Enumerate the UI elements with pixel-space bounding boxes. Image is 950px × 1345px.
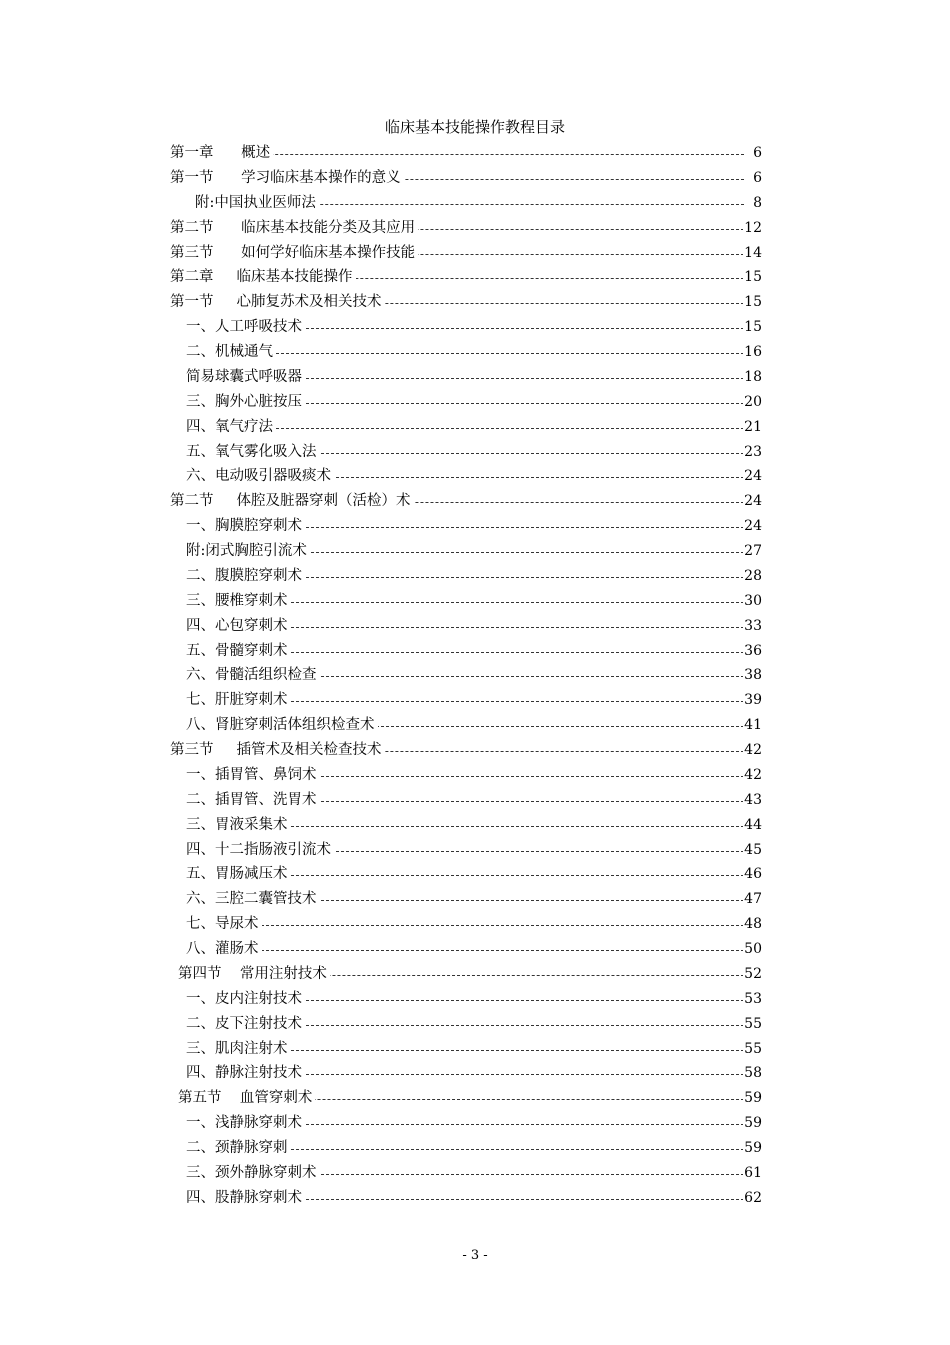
- toc-entry: [0, 365, 950, 390]
- toc-entry: [0, 688, 950, 713]
- toc-entry-page: 15: [744, 294, 762, 311]
- leader-dots: [186, 925, 744, 926]
- toc-entry-page: 42: [744, 742, 762, 758]
- toc-entry-title: 三、颈外静脉穿刺术: [186, 1163, 320, 1183]
- toc-entry-page: 45: [744, 841, 762, 858]
- toc-entry-title: 七、肝脏穿刺术: [186, 690, 291, 710]
- toc-entry-page: 28: [744, 567, 762, 584]
- toc-entry: [0, 440, 950, 465]
- toc-entry-page: 41: [744, 717, 762, 734]
- table-of-contents: [0, 141, 950, 1211]
- toc-entry: [0, 1086, 950, 1111]
- toc-entry-title: 第三节 如何学好临床基本操作技能: [170, 243, 418, 263]
- toc-entry: [0, 788, 950, 813]
- toc-entry-title: 一、人工呼吸技术: [186, 317, 305, 337]
- toc-entry-title: 五、骨髓穿刺术: [186, 641, 291, 661]
- toc-entry-title: 附:闭式胸腔引流术: [186, 541, 310, 561]
- toc-entry-page: 27: [744, 543, 762, 559]
- toc-entry-title: 三、胸外心脏按压: [186, 392, 305, 412]
- toc-entry-title: 四、股静脉穿刺术: [186, 1188, 305, 1208]
- toc-entry-title: 四、心包穿刺术: [186, 616, 291, 636]
- toc-entry-page: 15: [744, 319, 762, 336]
- toc-entry-title: 简易球囊式呼吸器: [186, 367, 305, 387]
- toc-entry: [0, 663, 950, 688]
- toc-entry: [0, 962, 950, 987]
- toc-entry: [0, 415, 950, 440]
- toc-entry-title: 第三节 插管术及相关检查技术: [170, 740, 385, 760]
- toc-entry-page: 58: [744, 1065, 762, 1082]
- toc-entry-title: 六、三腔二囊管技术: [186, 889, 320, 909]
- toc-entry-title: 第二章 临床基本技能操作: [170, 267, 356, 287]
- toc-entry-page: 62: [744, 1189, 762, 1206]
- toc-entry-page: 33: [744, 617, 762, 634]
- toc-entry: [0, 1186, 950, 1211]
- toc-entry-page: 42: [744, 766, 762, 783]
- toc-entry: [0, 813, 950, 838]
- toc-entry-page: 48: [744, 916, 762, 933]
- toc-entry-page: 30: [744, 592, 762, 609]
- toc-entry: [0, 862, 950, 887]
- toc-entry-title: 六、骨髓活组织检查: [186, 665, 320, 685]
- toc-entry-title: 五、胃肠减压术: [186, 864, 291, 884]
- toc-entry-title: 一、浅静脉穿刺术: [186, 1113, 305, 1133]
- toc-entry: [0, 838, 950, 863]
- toc-entry: [0, 1037, 950, 1062]
- toc-entry: [0, 614, 950, 639]
- toc-entry-page: 44: [744, 816, 762, 833]
- toc-entry: [0, 265, 950, 290]
- toc-entry-page: 50: [744, 941, 762, 957]
- toc-entry-page: 23: [744, 443, 762, 460]
- toc-entry-title: 四、静脉注射技术: [186, 1063, 305, 1083]
- toc-entry-page: 38: [744, 667, 762, 684]
- toc-entry: [0, 564, 950, 589]
- toc-entry-page: 59: [744, 1115, 762, 1132]
- toc-entry-title: 二、颈静脉穿刺: [186, 1138, 291, 1158]
- toc-entry-title: 第一节 学习临床基本操作的意义: [170, 168, 404, 188]
- toc-entry-title: 一、胸膜腔穿刺术: [186, 516, 305, 536]
- toc-title: 临床基本技能操作教程目录: [384, 118, 565, 136]
- toc-entry: [0, 539, 950, 564]
- toc-entry: [0, 639, 950, 664]
- toc-entry: [0, 1061, 950, 1086]
- toc-entry: [0, 738, 950, 763]
- toc-entry: [0, 489, 950, 514]
- toc-entry: [0, 141, 950, 166]
- toc-entry: [0, 713, 950, 738]
- toc-entry-title: 七、导尿术: [186, 914, 262, 934]
- toc-entry-title: 三、肌肉注射术: [186, 1039, 291, 1059]
- toc-entry: [0, 241, 950, 266]
- toc-entry: [0, 1111, 950, 1136]
- toc-entry-page: 24: [744, 493, 762, 510]
- toc-entry-page: 55: [744, 1040, 762, 1057]
- toc-entry: [0, 464, 950, 489]
- toc-entry-title: 三、腰椎穿刺术: [186, 591, 291, 611]
- toc-entry: [0, 887, 950, 912]
- toc-entry-title: 第四节 常用注射技术: [178, 964, 330, 984]
- toc-entry: [0, 1161, 950, 1186]
- toc-entry-page: 24: [744, 518, 762, 535]
- toc-entry: [0, 763, 950, 788]
- toc-entry-title: 二、腹膜腔穿刺术: [186, 566, 305, 586]
- toc-entry-title: 第二节 体腔及脏器穿刺（活检）术: [170, 491, 414, 511]
- toc-entry-page: 20: [744, 393, 762, 410]
- toc-entry: [0, 987, 950, 1012]
- toc-entry-title: 第二节 临床基本技能分类及其应用: [170, 218, 418, 238]
- toc-entry-page: 12: [744, 219, 762, 236]
- toc-entry: [0, 937, 950, 962]
- toc-entry-page: 59: [744, 1090, 762, 1107]
- toc-entry-page: 21: [744, 418, 762, 435]
- toc-entry-page: 15: [744, 269, 762, 286]
- toc-entry: [0, 340, 950, 365]
- toc-entry: [0, 390, 950, 415]
- toc-entry-page: 18: [744, 368, 762, 385]
- toc-entry: [0, 1136, 950, 1161]
- toc-entry-page: 8: [753, 194, 762, 211]
- toc-entry-page: 36: [744, 642, 762, 659]
- toc-entry-title: 八、肾脏穿刺活体组织检查术: [186, 715, 378, 735]
- toc-entry: [0, 216, 950, 241]
- toc-entry-title: 二、皮下注射技术: [186, 1014, 305, 1034]
- toc-entry-title: 第五节 血管穿刺术: [178, 1088, 315, 1108]
- page-number: - 3 -: [462, 1248, 488, 1263]
- toc-entry: [0, 166, 950, 191]
- toc-entry-page: 39: [744, 692, 762, 709]
- toc-entry: [0, 290, 950, 315]
- toc-entry-title: 三、胃液采集术: [186, 815, 291, 835]
- toc-entry: [0, 514, 950, 539]
- toc-entry-title: 八、灌肠术: [186, 939, 262, 959]
- toc-entry-page: 53: [744, 990, 762, 1007]
- toc-entry-title: 二、机械通气: [186, 342, 276, 362]
- toc-entry-title: 附:中国执业医师法: [195, 193, 319, 213]
- toc-entry: [0, 191, 950, 216]
- toc-entry-page: 46: [744, 866, 762, 883]
- toc-entry-title: 二、插胃管、洗胃术: [186, 790, 320, 810]
- toc-entry-page: 16: [744, 344, 762, 360]
- toc-entry-title: 六、电动吸引器吸痰术: [186, 466, 334, 486]
- toc-entry-page: 24: [744, 468, 762, 485]
- toc-entry-page: 47: [744, 891, 762, 908]
- toc-entry-page: 6: [753, 169, 762, 186]
- toc-entry-title: 四、十二指肠液引流术: [186, 840, 334, 860]
- toc-entry-title: 五、氧气雾化吸入法: [186, 442, 320, 462]
- toc-entry: [0, 589, 950, 614]
- toc-entry-page: 55: [744, 1015, 762, 1032]
- toc-entry-page: 59: [744, 1140, 762, 1156]
- toc-entry-page: 43: [744, 791, 762, 808]
- toc-entry-title: 一、皮内注射技术: [186, 989, 305, 1009]
- leader-dots: [186, 950, 744, 951]
- toc-entry-title: 第一节 心肺复苏术及相关技术: [170, 292, 385, 312]
- toc-entry-page: 52: [744, 965, 762, 982]
- toc-entry-page: 61: [744, 1164, 762, 1181]
- toc-entry-title: 四、氧气疗法: [186, 417, 276, 437]
- toc-entry: [0, 1012, 950, 1037]
- toc-entry: [0, 912, 950, 937]
- toc-entry-title: 一、插胃管、鼻饲术: [186, 765, 320, 785]
- toc-entry-page: 14: [744, 244, 762, 261]
- toc-entry: [0, 315, 950, 340]
- toc-entry-title: 第一章 概述: [170, 143, 273, 163]
- toc-entry-page: 6: [753, 145, 762, 161]
